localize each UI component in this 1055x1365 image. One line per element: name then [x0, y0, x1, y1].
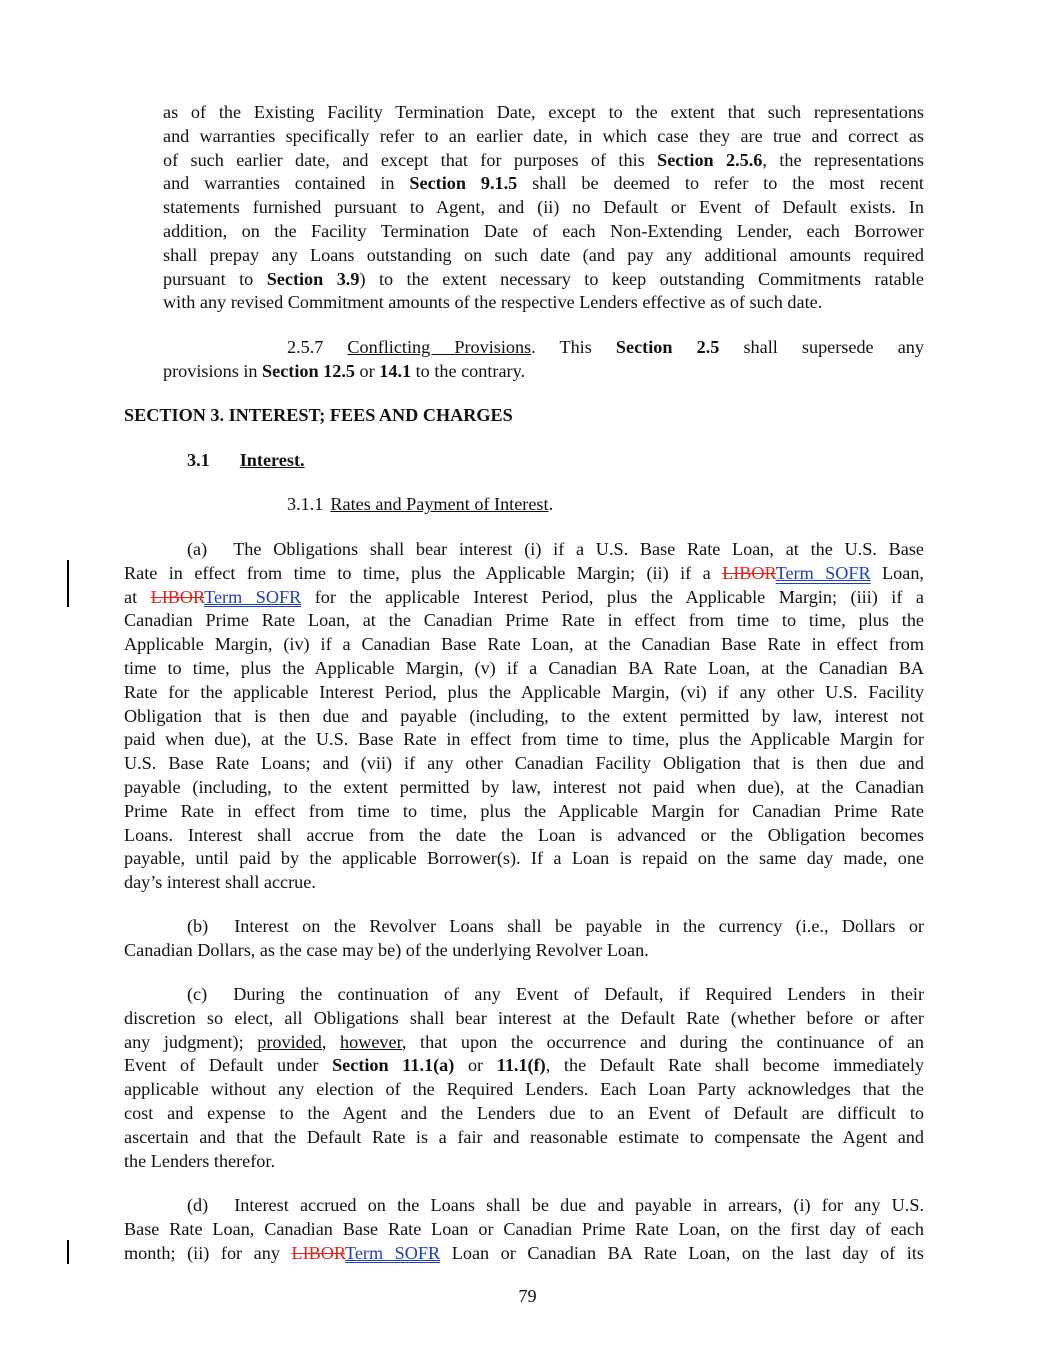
section-heading: SECTION 3. INTEREST; FEES AND CHARGES [124, 405, 513, 425]
text-line: Canadian Prime Rate Loan, at the Canadian Prime Rate in effect from time to time, plus the [124, 610, 924, 631]
section-ref: Section 3.9 [266, 268, 360, 289]
subsection-title: Interest. [239, 450, 305, 470]
change-bar [67, 1240, 69, 1264]
paragraph-label: (c) [187, 984, 208, 1004]
subsection-title: Conflicting Provisions [347, 337, 532, 357]
deleted-text: LIBOR [150, 586, 205, 607]
text-line: Base Rate Loan, Canadian Base Rate Loan or Canadian Prime Rate Loan, on the first day of each [124, 1218, 924, 1239]
text-line: of such earlier date, and except that for purposes of this Section 2.5.6, the representations [163, 149, 924, 170]
subsection-2-5-7 [163, 336, 924, 384]
text-line: Applicable Margin, (iv) if a Canadian Base Rate Loan, at the Canadian Base Rate in effect from [124, 634, 924, 655]
section-ref: Section 9.1.5 [409, 173, 518, 194]
subsection-number: 3.1 [187, 450, 210, 470]
text-line: at LIBORTerm SOFR for the applicable Interest Period, plus the Applicable Margin; (iii) if a [124, 586, 924, 607]
text-line: provisions in Section 12.5 or 14.1 to the contrary. [163, 360, 526, 381]
deleted-text: LIBOR [291, 1242, 345, 1263]
text-line: paid when due), at the U.S. Base Rate in effect from time to time, plus the Applicable Margin for [124, 729, 924, 750]
change-bar [67, 560, 69, 607]
deleted-text: LIBOR [722, 562, 776, 583]
text-line: cost and expense to the Agent and the Lenders due to an Event of Default are difficult to [124, 1102, 924, 1123]
paragraph-c [124, 983, 924, 1173]
text-line: discretion so elect, all Obligations shall bear interest at the Default Rate (whether before or after [124, 1007, 924, 1028]
section-ref: 14.1 [379, 360, 412, 381]
inserted-text: Term SOFR [204, 586, 302, 607]
text-line: Obligation that is then due and payable (including, to the extent permitted by law, interest not [124, 705, 924, 726]
section-ref: 11.1(f) [496, 1055, 546, 1076]
text-line: day’s interest shall accrue. [124, 872, 316, 893]
text-line: month; (ii) for any LIBORTerm SOFR Loan or Canadian BA Rate Loan, on the last day of its [124, 1242, 924, 1263]
inserted-text: Term SOFR [775, 562, 871, 583]
text-line: time to time, plus the Applicable Margin, (v) if a Canadian BA Rate Loan, at the Canadian BA [124, 657, 924, 678]
section-ref: Section 2.5 [615, 337, 720, 357]
text-line: and warranties contained in Section 9.1.5 shall be deemed to refer to the most recent [163, 173, 924, 194]
inserted-text: Term SOFR [344, 1242, 441, 1263]
text-line: Rate in effect from time to time, plus the Applicable Margin; (ii) if a LIBORTerm SOFR Loan, [124, 562, 924, 583]
text-line: Loans. Interest shall accrue from the date the Loan is advanced or the Obligation becomes [124, 824, 924, 845]
text-line: Rate for the applicable Interest Period, plus the Applicable Margin, (vi) if any other U.S. Facility [124, 681, 924, 702]
text-line: payable (including, to the extent permitted by law, interest not paid when due), at the Canadian [124, 776, 924, 797]
paragraph-label: (d) [187, 1195, 209, 1215]
text-line: (a) The Obligations shall bear interest (i) if a U.S. Base Rate Loan, at the U.S. Base [187, 539, 924, 559]
text-line: 2.5.7 Conflicting Provisions. This Section 2.5 shall supersede any [287, 337, 924, 357]
text-line: Prime Rate in effect from time to time, plus the Applicable Margin for Canadian Prime Rate [124, 800, 924, 821]
section-ref: Section 12.5 [262, 360, 355, 381]
subsection-heading-3-1-1: 3.1.1 Rates and Payment of Interest. [287, 494, 554, 514]
paragraph-continuation [163, 101, 924, 315]
text-line: (b) Interest on the Revolver Loans shall be payable in the currency (i.e., Dollars or [187, 916, 924, 936]
subsection-number: 2.5.7 [287, 337, 324, 357]
text-line: Event of Default under Section 11.1(a) or 11.1(f), the Default Rate shall become immediately [124, 1055, 924, 1076]
text-line: with any revised Commitment amounts of the respective Lenders effective as of such date. [163, 292, 823, 313]
paragraph-b [124, 915, 924, 963]
text-line: addition, on the Facility Termination Date of each Non-Extending Lender, each Borrower [163, 220, 924, 241]
text-line: statements furnished pursuant to Agent, and (ii) no Default or Event of Default exists. In [163, 197, 924, 218]
emphasis-term: provided [257, 1031, 322, 1052]
subsection-title: Rates and Payment of Interest [330, 494, 549, 514]
text-line: any judgment); provided, however, that upon the occurrence and during the continuance of an [124, 1031, 924, 1052]
paragraph-label: (a) [187, 539, 208, 559]
text-line: (c) During the continuation of any Event of Default, if Required Lenders in their [187, 984, 924, 1004]
paragraph-label: (b) [187, 916, 209, 936]
text-line: as of the Existing Facility Termination Date, except to the extent that such representations [163, 102, 924, 122]
text-line: (d) Interest accrued on the Loans shall be due and payable in arrears, (i) for any U.S. [187, 1195, 924, 1215]
text-line: U.S. Base Rate Loans; and (vii) if any other Canadian Facility Obligation that is then due and [124, 753, 924, 774]
text-line: Canadian Dollars, as the case may be) of the underlying Revolver Loan. [124, 939, 649, 960]
text-line: applicable without any election of the Required Lenders. Each Loan Party acknowledges that the [124, 1079, 924, 1100]
page-number: 79 [518, 1286, 537, 1306]
section-ref: Section 11.1(a) [332, 1055, 455, 1076]
subsection-number: 3.1.1 [287, 494, 324, 514]
text-line: payable, until paid by the applicable Borrower(s). If a Loan is repaid on the same day made, one [124, 848, 924, 869]
subsection-heading-3-1 [187, 449, 587, 473]
paragraph-a [124, 538, 924, 895]
paragraph-d [124, 1194, 924, 1265]
text-line: shall prepay any Loans outstanding on such date (and pay any additional amounts required [163, 244, 924, 265]
text-line: and warranties specifically refer to an earlier date, in which case they are true and correct as [163, 125, 924, 146]
text-line: the Lenders therefor. [124, 1150, 275, 1171]
emphasis-term: however [340, 1031, 402, 1052]
section-ref: Section 2.5.6 [657, 149, 763, 170]
text-line: pursuant to Section 3.9) to the extent necessary to keep outstanding Commitments ratable [163, 268, 924, 289]
text-line: ascertain and that the Default Rate is a fair and reasonable estimate to compensate the Agent and [124, 1126, 924, 1147]
